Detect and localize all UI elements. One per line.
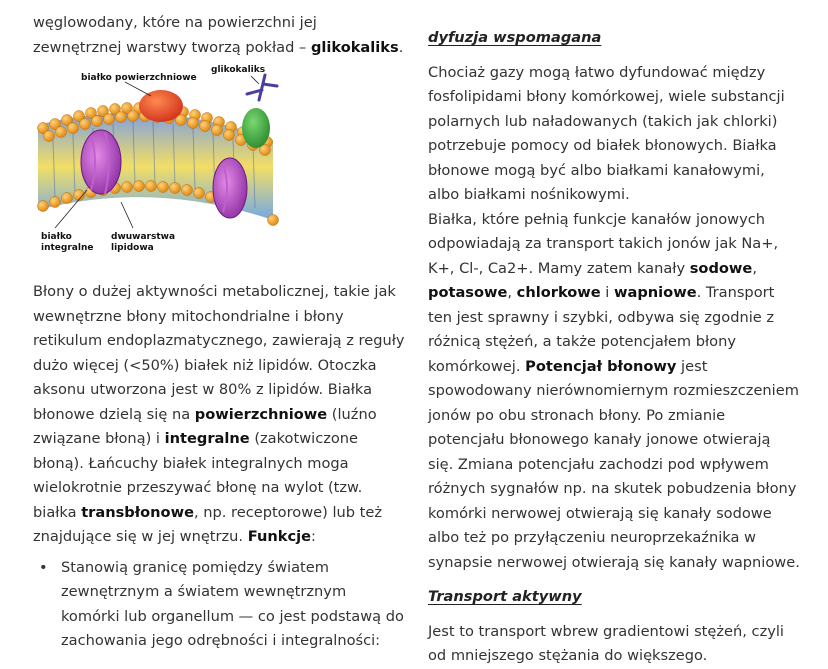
list-item: • Stanowią granicę pomiędzy światem zewnętrznym a światem wewnętrznym komórki lub organellum — co jest podstawą do zachowania jego odrębności i integralności:	[61, 556, 405, 654]
intro-paragraph: węglowodany, które na powierzchni jej zewnętrznej warstwy tworzą pokład – glikokaliks.	[33, 14, 404, 56]
membrane-potential-term: Potencjał błonowy	[525, 357, 677, 375]
functions-term: Funkcje	[247, 528, 311, 545]
membrane-proteins-paragraph: Błony o dużej aktywności metabolicznej, takie jak wewnętrzne błony mitochondrialne i błony retikulum endoplazmatycznego, zawierają z reguły dużo więcej (<50%) białek niż lipidów. Otoczka aksonu utworzona jest w 80% z lipidów. Białka błonowe dzielą się na powierzchniowe (luźno związane błoną) i integralne (zakotwiczone błoną). Łańcuchy białek integralnych moga wielokrotnie przeszywać błonę na wylot (tzw. białka transbłonowe, np. receptorowe) lub też znajdujące się w jej wnętrzu. Funkcje:	[33, 283, 405, 545]
glycocalyx-label: glikokaliks	[211, 65, 266, 75]
ion-channels-paragraph: Białka, które pełnią funkcje kanałów jonowych odpowiadają za transport takich jonów jak Na+, K+, Cl-, Ca2+. Mamy zatem kanały sodowe, potasowe, chlorkowe i wapniowe. Transport ten jest sprawny i szybki, odbywa się zgodnie z różnicą stężeń, a także potencjałem błony komórkowej. Potencjał błonowy jest spowodowany nierównomiernym rozmieszczeniem jonów po obu stronach błony. Po zmianie potencjału błonowego kanały jonowe otwierają się. Zmiana potencjału zachodzi pod wpływem różnych sygnałów np. na skutek pobudzenia błony komórki nerwowej otwierają się kanały sodowe albo też po przyłączeniu neuroprzekaźnika w synapsie nerwowej otwierają się kanały wapniowe.	[428, 210, 800, 571]
diffusion-paragraph: Chociaż gazy mogą łatwo dyfundować między fosfolipidami błony komórkowej, wiele substancji polarnych lub naładowanych (takich jak chlorki) potrzebuje pomocy od białek błonowych. Białka błonowe mogą być albo białkami kanałowymi, albo białkami nośnikowymi.	[428, 63, 785, 203]
surface-protein-label: białko powierzchniowe	[81, 73, 197, 83]
right-column	[428, 0, 800, 669]
glycocalyx-term: glikokaliks	[310, 38, 399, 56]
chloride-term: chlorkowe	[516, 284, 601, 301]
transmembrane-term: transbłonowe	[81, 503, 194, 521]
integral-term: integralne	[164, 430, 250, 447]
integral-protein-label: białko integralne	[41, 232, 94, 253]
facilitated-diffusion-heading: dyfuzja wspomagana	[428, 29, 602, 46]
lipid-bilayer-label: dwuwarstwa lipidowa	[111, 232, 176, 253]
sodium-term: sodowe	[689, 259, 753, 277]
active-transport-paragraph: Jest to transport wbrew gradientowi stężeń, czyli od mniejszego stężania do większego.	[428, 622, 784, 664]
active-transport-heading: Transport aktywny	[428, 588, 582, 605]
cell-membrane-figure	[33, 65, 283, 266]
surface-term: powierzchniowe	[194, 405, 328, 423]
left-column	[33, 0, 405, 654]
functions-list	[33, 556, 405, 654]
calcium-term: wapniowe	[614, 284, 697, 301]
potassium-term: potasowe	[428, 284, 508, 301]
